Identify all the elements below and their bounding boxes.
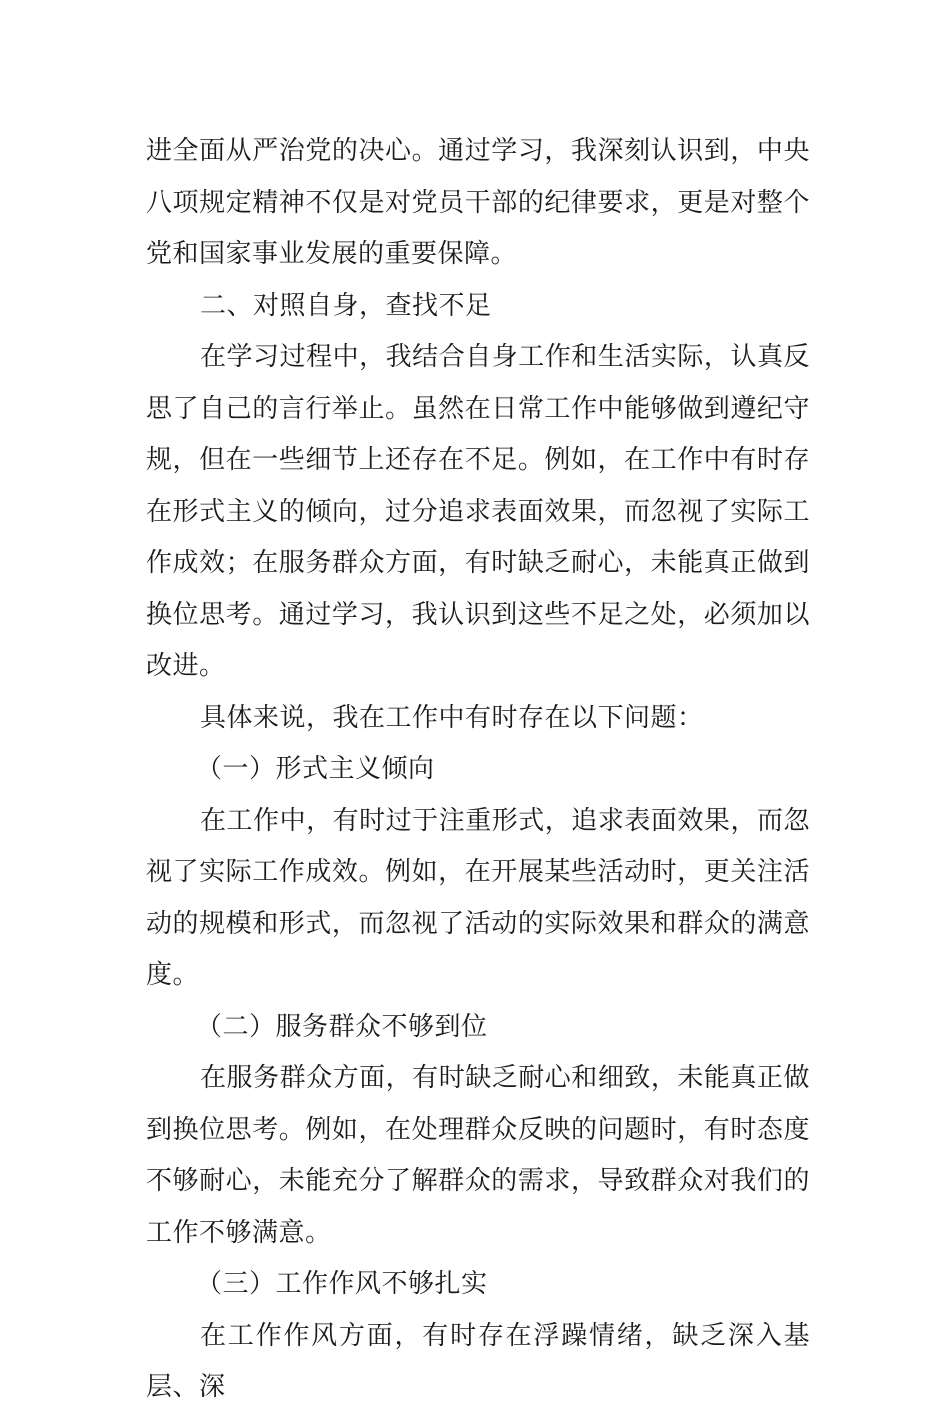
section-heading-2: 二、对照自身，查找不足: [200, 290, 492, 321]
sub-heading-2: （二）服务群众不够到位: [196, 1011, 488, 1042]
sub-heading-1: （一）形式主义倾向: [196, 754, 435, 784]
paragraph-service: 在服务群众方面，有时缺乏耐心和细致，未能真正做到换位思考。例如，在处理群众反映的问题时，有时态度不够耐心，未能充分了解群众的需求，导致群众对我们的工作不够满意。: [146, 1063, 810, 1248]
paragraph-formalism: 在工作中，有时过于注重形式，追求表面效果，而忽视了实际工作成效。例如，在开展某些活动时，更关注活动的规模和形式，而忽视了活动的实际效果和群众的满意度。: [146, 805, 810, 990]
paragraph-problems-intro: 具体来说，我在工作中有时存在以下问题：: [200, 702, 704, 733]
document-body: [146, 126, 810, 1414]
sub-heading-3: （三）工作作风不够扎实: [196, 1269, 488, 1299]
paragraph-continued: 进全面从严治党的决心。通过学习，我深刻认识到，中央八项规定精神不仅是对党员干部的纪律要求，更是对整个党和国家事业发展的重要保障。: [146, 136, 810, 269]
paragraph-work-style: 在工作作风方面，有时存在浮躁情绪，缺乏深入基层、深: [146, 1320, 810, 1402]
paragraph-reflection: 在学习过程中，我结合自身工作和生活实际，认真反思了自己的言行举止。虽然在日常工作中能够做到遵纪守规，但在一些细节上还存在不足。例如，在工作中有时存在形式主义的倾向，过分追求表面效果，而忽视了实际工作成效；在服务群众方面，有时缺乏耐心，未能真正做到换位思考。通过学习，我认识到这些不足之处，必须加以改进。: [146, 342, 810, 681]
